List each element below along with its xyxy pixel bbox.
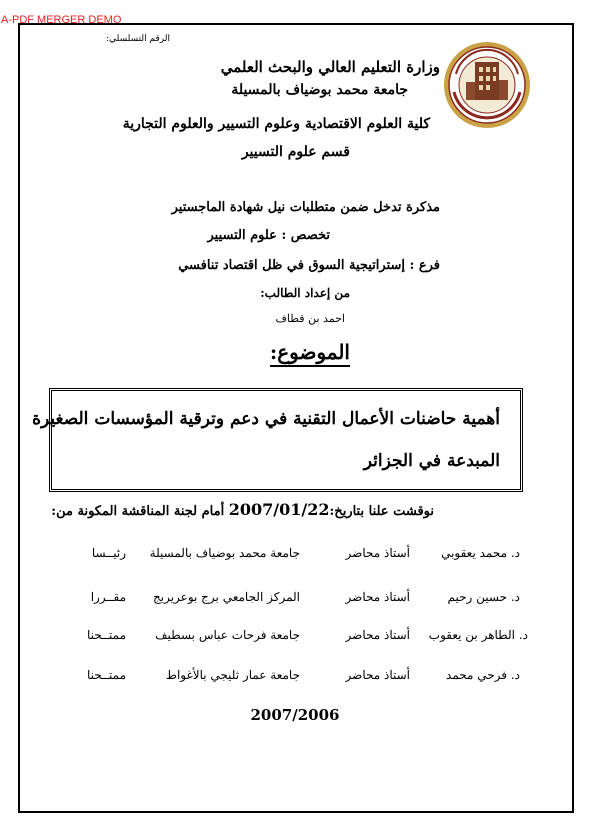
ministry-title: وزارة التعليم العالي والبحث العلمي: [220, 58, 440, 76]
academic-year: 2007/2006: [250, 706, 340, 724]
student-name: احمد بن قطاف: [275, 312, 345, 325]
faculty-name: كلية العلوم الاقتصادية وعلوم التسيير والعلوم التجارية: [122, 116, 430, 132]
committee-member-name: د. الطاهر بن يعقوب: [428, 628, 528, 642]
specialty-line: تخصص : علوم التسيير: [207, 228, 330, 243]
branch-line: فرع : إستراتيجية السوق في ظل اقتصاد تنافسي: [178, 258, 440, 273]
committee-member-rank: أستاذ محاضر: [345, 590, 410, 604]
department-name: قسم علوم التسيير: [241, 144, 350, 160]
committee-row: [0, 628, 590, 648]
committee-member-role: مقــررا: [90, 590, 126, 604]
committee-member-name: د. محمد يعقوبي: [441, 546, 520, 560]
committee-member-name: د. حسين رحيم: [447, 590, 520, 604]
committee-member-rank: أستاذ محاضر: [345, 668, 410, 682]
thesis-title-box: [32, 388, 523, 492]
committee-member-university: جامعة فرحات عباس بسطيف: [155, 628, 300, 642]
committee-row: [0, 668, 590, 688]
defense-after-text: أمام لجنة المناقشة المكونة من:: [51, 504, 225, 519]
thesis-title-line-1: أهمية حاضنات الأعمال التقنية في دعم وترقية المؤسسات الصغيرة: [32, 409, 500, 429]
committee-row: [0, 546, 590, 566]
committee-member-rank: أستاذ محاضر: [345, 546, 410, 560]
memo-statement: مذكرة تدخل ضمن متطلبات نيل شهادة الماجستير: [171, 200, 440, 215]
committee-member-role: ممتــحنا: [86, 628, 126, 642]
defense-date: 2007/01/22: [228, 500, 330, 519]
committee-member-university: المركز الجامعي برج بوعريريج: [152, 590, 300, 604]
committee-member-role: رئيــسا: [91, 546, 126, 560]
university-seal-icon: [442, 40, 532, 130]
committee-member-name: د. فرحي محمد: [446, 668, 520, 682]
committee-member-university: جامعة عمار ثليجي بالأغواط: [165, 668, 300, 682]
defense-statement: [51, 500, 434, 519]
committee-member-role: ممتــحنا: [86, 668, 126, 682]
university-name: جامعة محمد بوضياف بالمسيلة: [231, 82, 408, 98]
thesis-title-line-2: المبدعة في الجزائر: [363, 451, 500, 471]
committee-member-university: جامعة محمد بوضياف بالمسيلة: [149, 546, 300, 560]
serial-number-label: الرقم التسلسلي:: [106, 34, 170, 44]
committee-member-rank: أستاذ محاضر: [345, 628, 410, 642]
subject-label: الموضوع:: [270, 340, 350, 367]
watermark: A-PDF MERGER DEMO: [1, 14, 122, 26]
defense-before-text: نوقشت علنا بتاريخ:: [329, 504, 434, 519]
prepared-by-label: من إعداد الطالب:: [260, 286, 350, 300]
committee-row: [0, 590, 590, 610]
